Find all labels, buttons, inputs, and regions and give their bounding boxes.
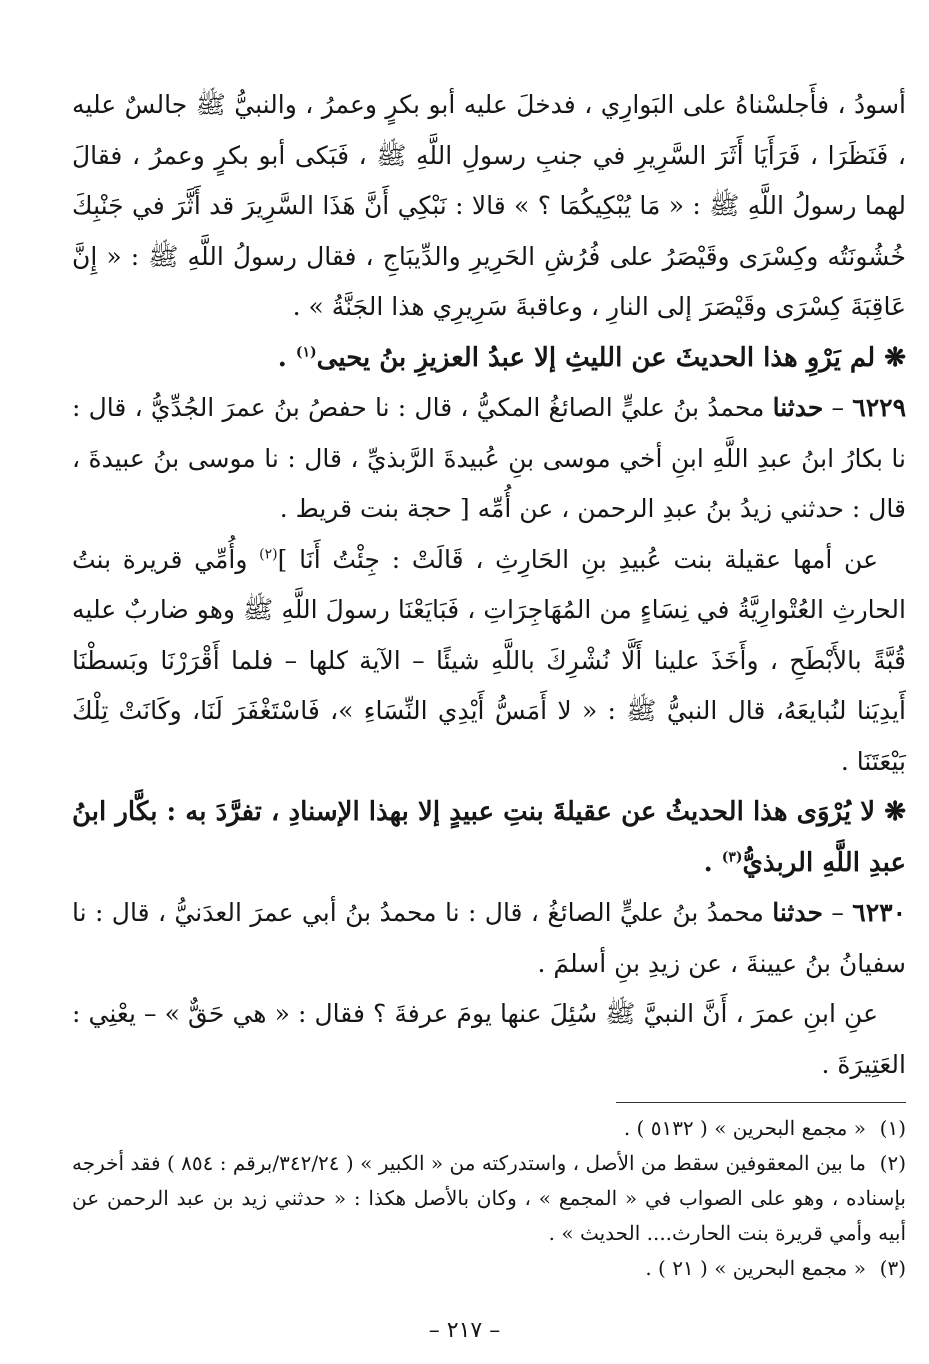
footnote-text: ما بين المعقوفين سقط من الأصل ، واستدركته من « الكبير » ( ٣٤٢/٢٤/برقم : ٨٥٤ ) فقد أخرجه بإسناده ، وهو على الصواب في « المجمع » ، وكان بالأصل هكذا : « حدثني زيد بن عبد الرحمن عن أبيه وأمي قريرة بنت الحارث.... الحديث » . [72,1151,906,1245]
matn-text-a: عن أمها عقيلة بنت عُبيدِ بنِ الحَارِثِ ، قَالَتْ : جِئْتُ أَنَا ] [277,544,878,574]
editor-note-1 [72,333,906,384]
footnote-2 [72,1146,906,1251]
narration-word: حدثنا [772,393,824,422]
page-number: – ٢١٧ – [428,1318,501,1343]
hadith-6230-matn [72,989,906,1090]
footnote-text: « مجمع البحرين » ( ٥١٣٢ ) . [623,1116,866,1140]
isnad-text: محمدُ بنُ عليٍّ الصائغُ ، قال : نا محمدُ بنُ أبي عمرَ العدَنيُّ ، قال : نا سفيانُ بنُ عيينةَ ، عن زيدِ بنِ أسلمَ . [72,898,906,978]
matn-text: عنِ ابنِ عمرَ ، أَنَّ النبيَّ ﷺ سُئِلَ عنها يومَ عرفةَ ؟ فقال : « هي حَقٌّ » – يعْنِي : العَتِيرَةَ . [72,999,906,1079]
footnote-label: (٢) [879,1151,906,1175]
footnote-3 [72,1251,906,1286]
footnote-label: (٣) [879,1256,906,1280]
hadith-6230-isnad [72,888,906,989]
hadith-continuation-paragraph [72,80,906,333]
narration-word: حدثنا [772,898,823,927]
footnotes [72,1111,906,1286]
isnad-text: محمدُ بنُ عليٍّ الصائغُ المكيُّ ، قال : نا حفصُ بنُ عمرَ الجُدِّيُّ ، قال : نا بكارُ ابنُ عبدِ اللَّهِ ابنِ أخي موسى بنِ عُبيدةَ الرَّبذيِّ ، قال : نا موسى بنُ عبيدةَ ، قال : حدثني زيدُ بنُ عبدِ الرحمن ، عن أُمِّه [ حجة بنت قريط . [72,393,906,523]
hadith-number-6229: ٦٢٢٩ [852,393,906,422]
footnote-ref-2[interactable]: (٢) [259,546,278,563]
footnote-ref-3[interactable]: (٣) [721,848,743,865]
footnote-label: (١) [879,1116,906,1140]
footnote-text: « مجمع البحرين » ( ٢١ ) . [645,1256,866,1280]
footnote-separator [616,1102,906,1103]
note-end: . [703,847,722,878]
footnote-1 [72,1111,906,1146]
note-text: ❋ لم يَرْوِ هذا الحديثَ عن الليثِ إلا عبدُ العزيزِ بنُ يحيى [316,342,906,373]
dash: – [823,393,853,422]
paragraph-text: أسودُ ، فأَجلسْناهُ على البَوارِي ، فدخلَ عليه أبو بكرٍ وعمرُ ، والنبيُّ ﷺ جالسٌ عليه ، فَنَظَرَا ، فَرَأَيَا أَثَرَ السَّرِيرِ في جنبِ رسولِ اللَّهِ ﷺ ، فَبَكى أبو بكرٍ وعمرُ ، فقالَ لهما رسولُ اللَّهِ ﷺ : « مَا يُبْكِيكُمَا ؟ » قالا : نَبْكِي أَنَّ هَذَا السَّرِيرَ قد أَثَّرَ في جَنْبِكَ خُشُونَتُه وكِسْرَى وقَيْصَرُ على فُرُشِ الحَرِيرِ والدِّيبَاجِ ، فقال رسولُ اللَّهِ ﷺ : « إِنَّ عَاقِبَةَ كِسْرَى وقَيْصَرَ إلى النارِ ، وعاقبةَ سَرِيرِي هذا الجَنَّةُ » . [72,90,906,321]
footnote-ref-1[interactable]: (١) [295,343,317,360]
note-text: ❋ لا يُرْوَى هذا الحديثُ عن عقيلةَ بنتِ عبيدٍ إلا بهذا الإسنادِ ، تفرَّدَ به : بكَّار ابنُ عبدِ اللَّهِ الربذيُّ [72,797,906,878]
hadith-number-6230: ٦٢٣٠ [852,898,906,927]
editor-note-2 [72,787,906,888]
note-end: . [277,342,296,373]
page-body [72,80,906,1286]
matn-text-b: وأُمِّي قريرة بنتُ الحارثِ العُتْوارِيَّةُ في نِسَاءٍ من المُهَاجِرَاتِ ، فَبَايَعْنَا رسولَ اللَّهِ ﷺ وهو ضاربٌ عليه قُبَّةً بالأَبْطَحِ ، وأَخَذَ علينا أَلَّا نُشْرِكَ باللَّهِ شيئًا – الآية كلها – فلما أَقْرَرْنَا وبَسطْنَا أَيدِيَنا لنُبايعَهُ، قال النبيُّ ﷺ : « لا أَمَسُّ أَيْدِي النِّسَاءِ »، فَاسْتَغْفَرَ لَنَا، وكَانَتْ تِلْكَ بَيْعَتَنَا . [72,544,906,776]
dash: – [822,898,853,927]
hadith-6229-matn [72,535,906,788]
hadith-6229-isnad [72,383,906,535]
